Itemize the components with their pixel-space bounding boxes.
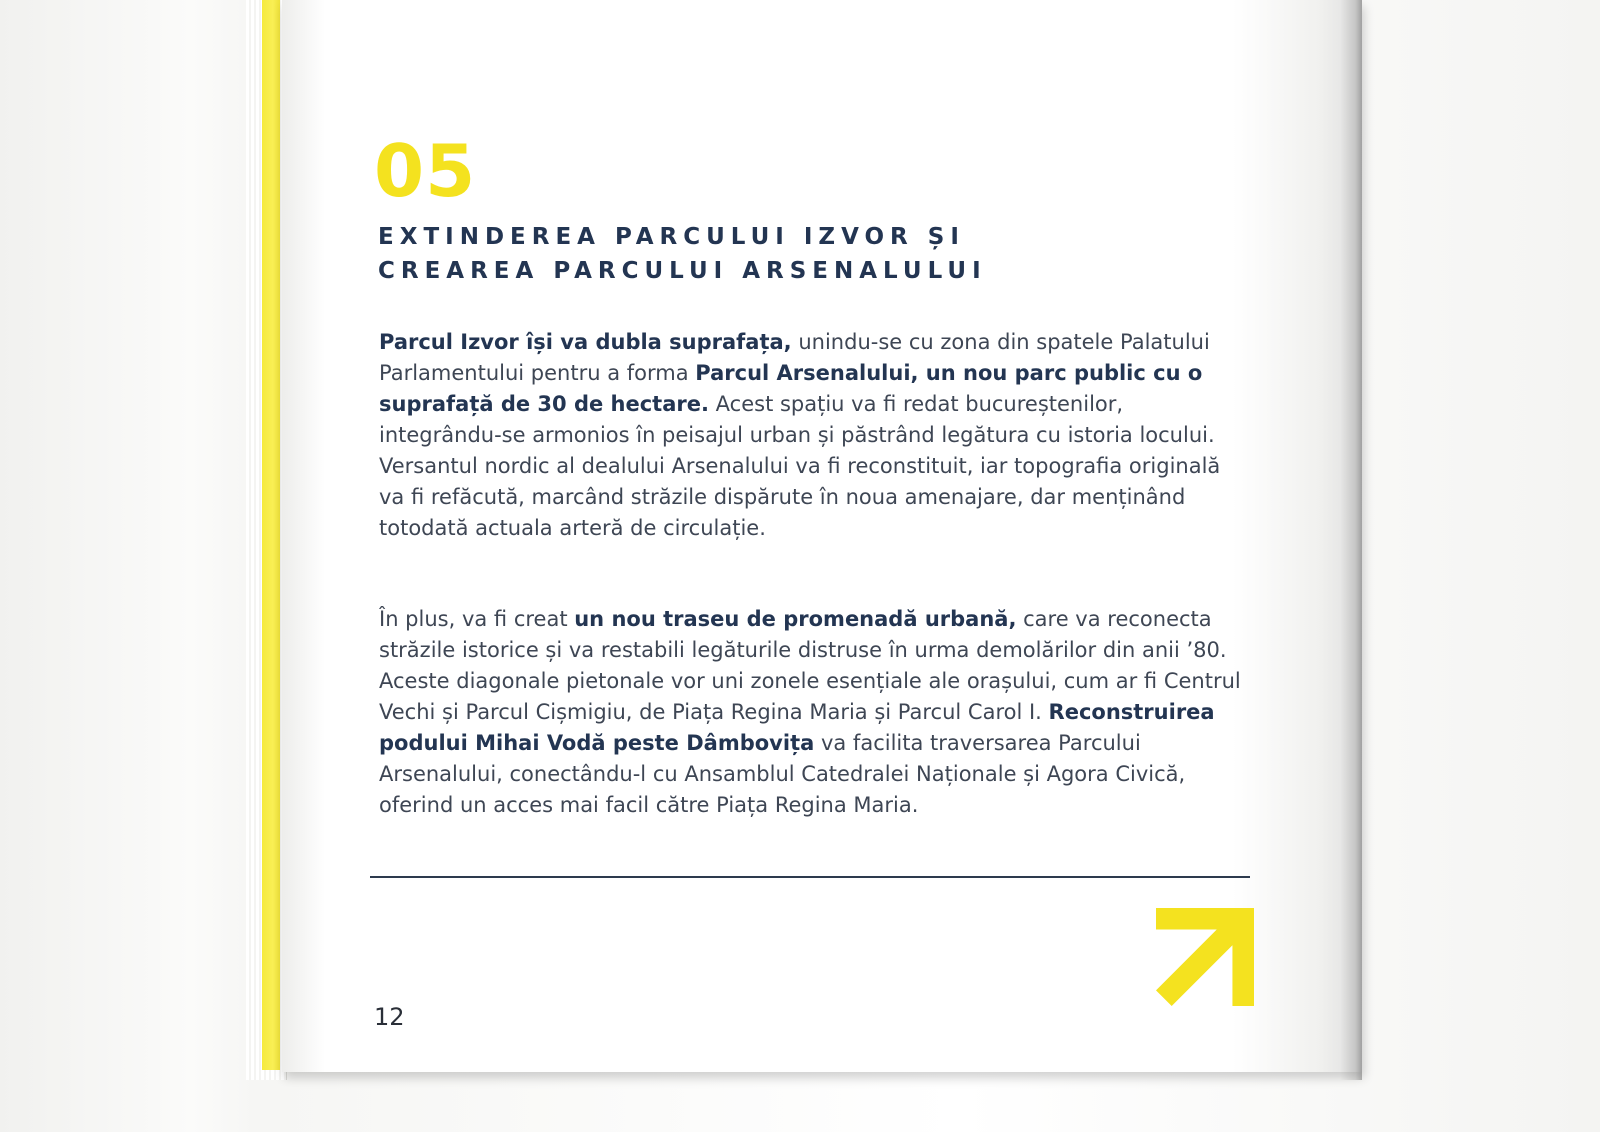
paragraph-2: [379, 604, 1241, 821]
arrow-up-right-icon: [1156, 908, 1254, 1006]
p2-bold-promenade: un nou traseu de promenadă urbană,: [574, 607, 1017, 631]
section-divider: [370, 876, 1250, 878]
p1-bold-park: Parcul Arsenalului, un nou parc public cu o suprafață de 30 de hectare.: [379, 361, 1203, 416]
p2-text-1: În plus, va fi creat: [379, 607, 575, 631]
section-title: [378, 220, 1138, 288]
yellow-page-edge: [262, 0, 280, 1070]
p1-text-2: Acest spațiu va fi redat bucureștenilor, integrându-se armonios în peisajul urban și păstrând legătura cu istoria locului. Versantul nordic al dealului Arsenalului va fi reconstituit, iar topografia originală va fi refăcută, marcând străzile dispărute în noua amenajare, dar menținând totodată actuala arteră de circulație.: [379, 392, 1221, 540]
p2-text-3: va facilita traversarea Parcului Arsenalului, conectându-l cu Ansamblul Catedralei Naționale și Agora Civică, oferind un acces mai facil către Piața Regina Maria.: [379, 731, 1186, 817]
section-title-line-1: EXTINDEREA PARCULUI IZVOR ȘI: [378, 224, 965, 250]
p2-text-2: care va reconecta străzile istorice și va restabili legăturile distruse în urma demolărilor din anii ’80. Aceste diagonale pietonale vor uni zonele esențiale ale orașului, cum ar fi Centrul Vechi și Parcul Cișmigiu, de Piața Regina Maria și Parcul Carol I.: [379, 607, 1241, 724]
p2-bold-bridge: Reconstruirea podului Mihai Vodă peste Dâmbovița: [379, 700, 1215, 755]
page-fold-shadow: [1340, 0, 1362, 1080]
paragraph-1: [379, 327, 1241, 544]
p1-text-1: unindu-se cu zona din spatele Palatului Parlamentului pentru a forma: [379, 330, 1210, 385]
section-number: 05: [374, 129, 477, 213]
section-title-line-2: CREAREA PARCULUI ARSENALULUI: [378, 258, 987, 284]
page-number: 12: [374, 1003, 405, 1031]
p1-bold-lead: Parcul Izvor își va dubla suprafața,: [379, 330, 792, 354]
